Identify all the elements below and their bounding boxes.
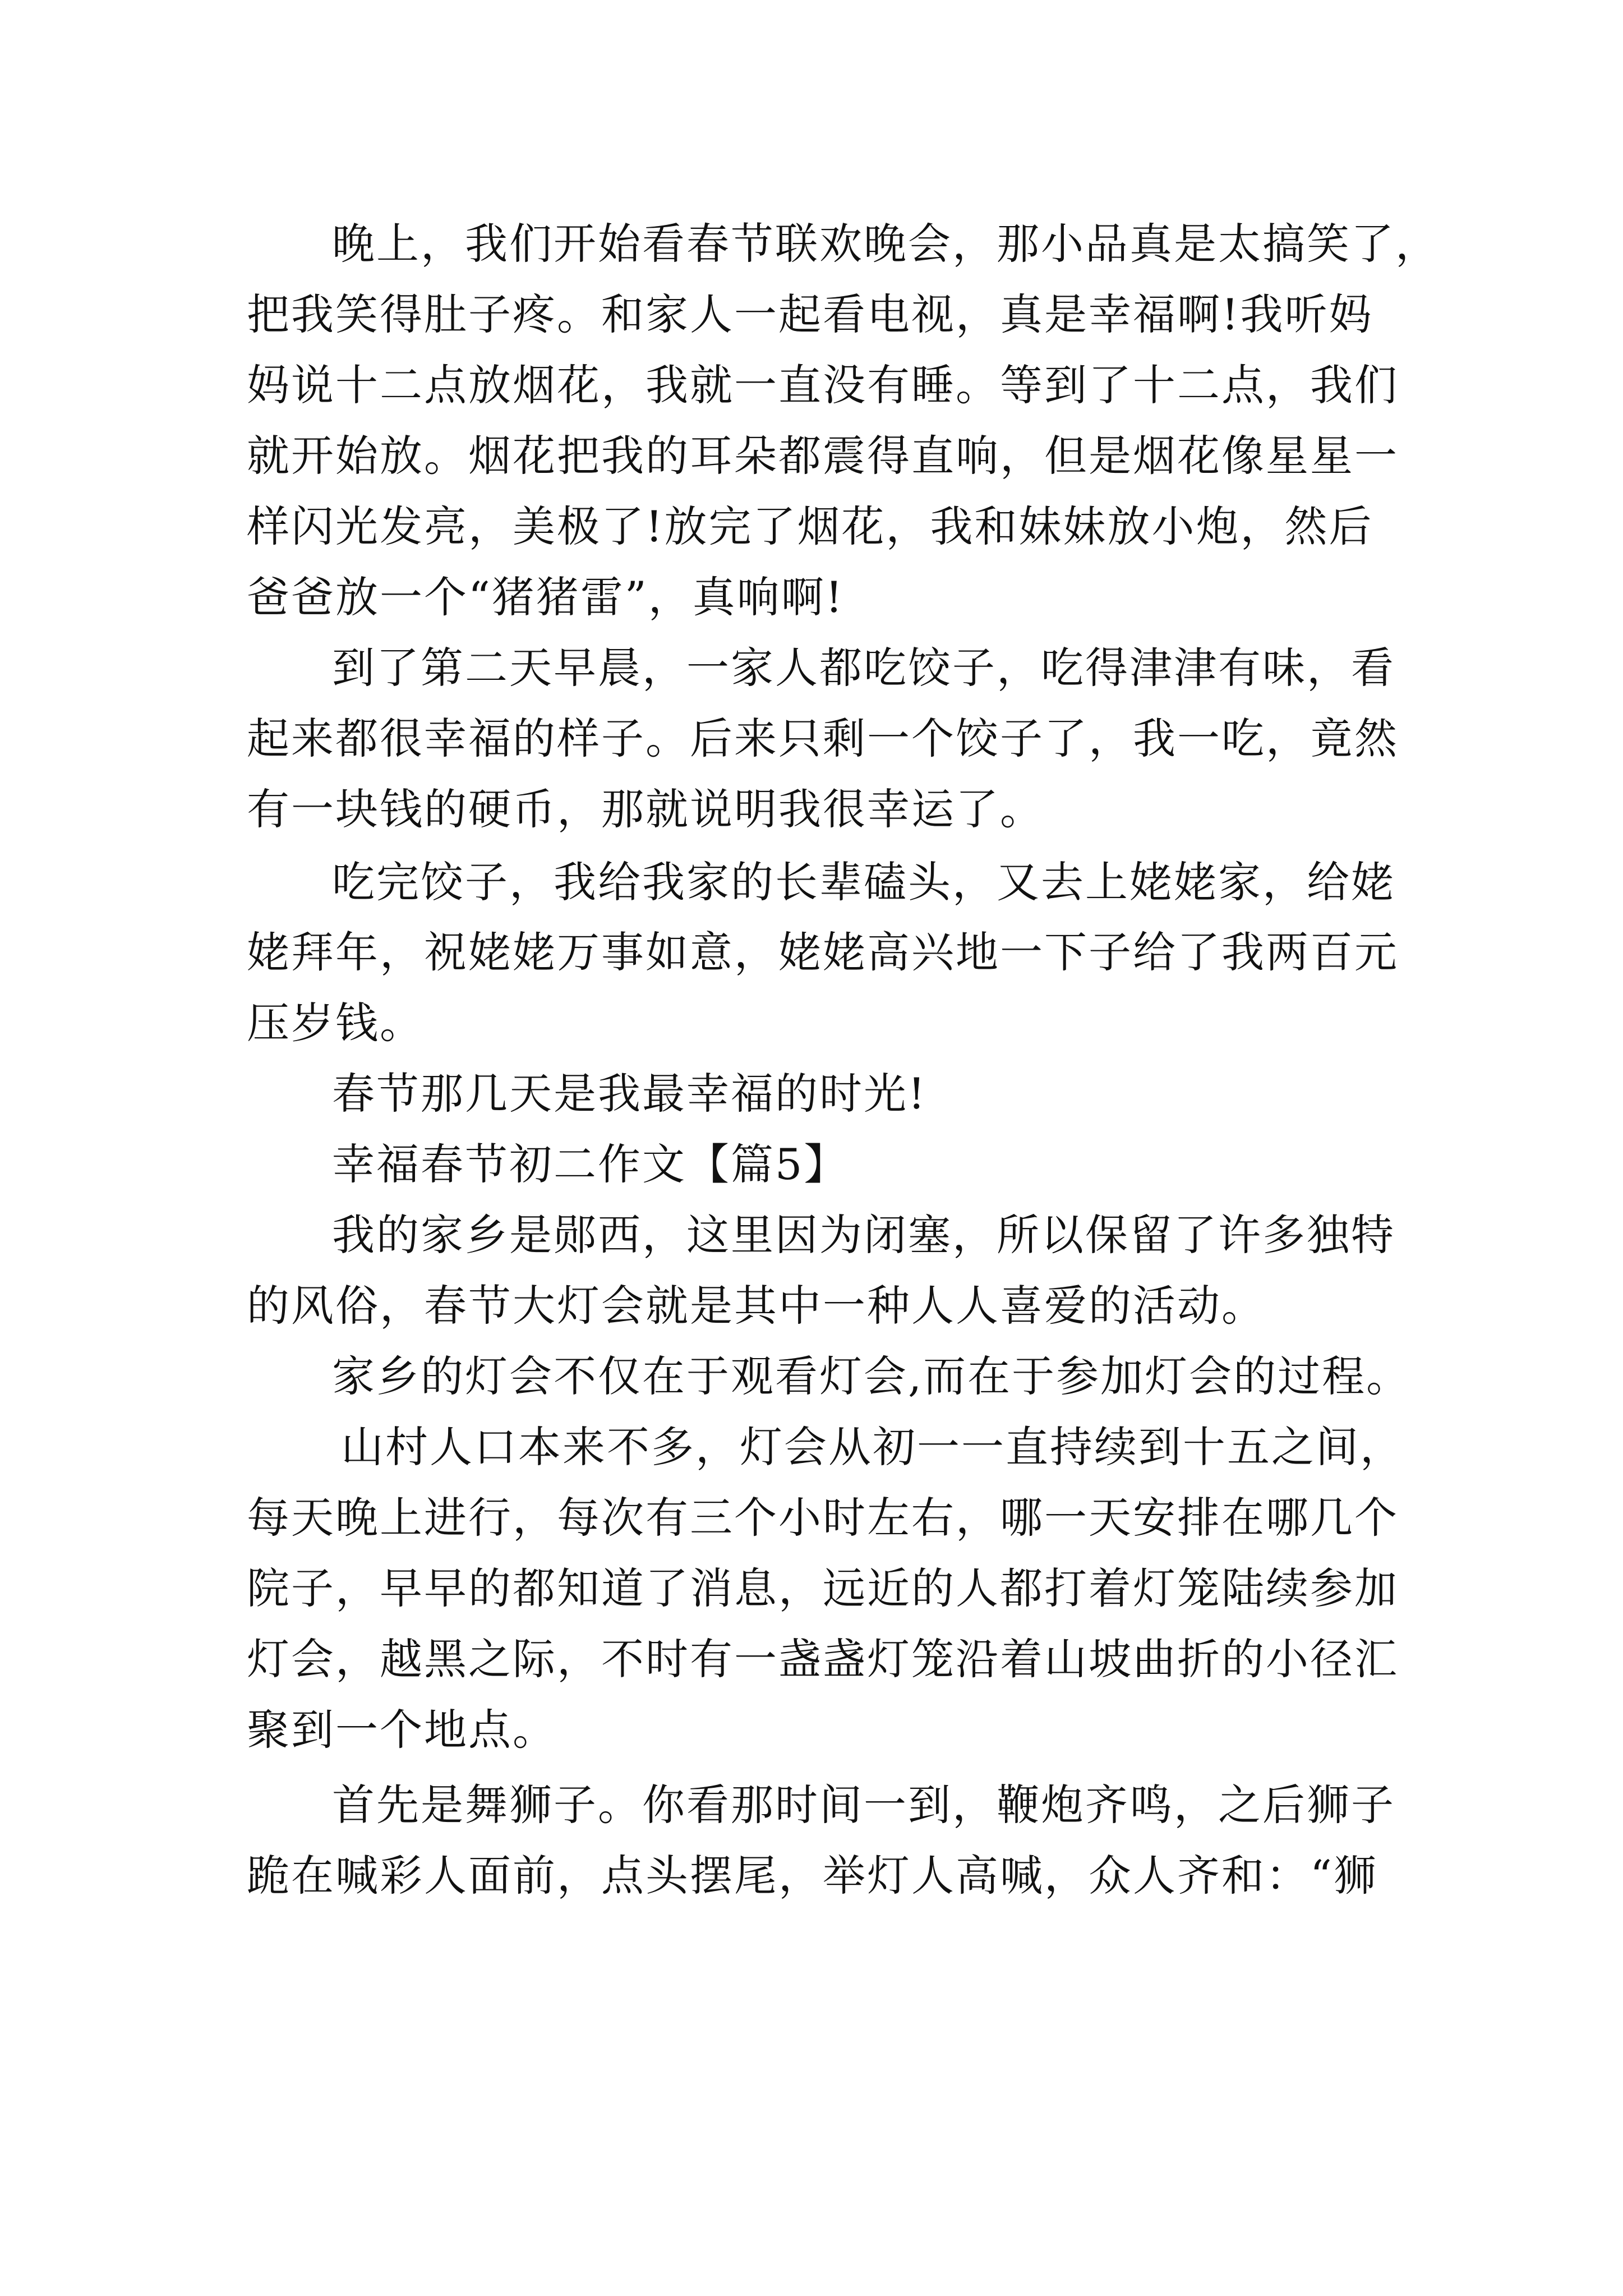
- text-line: 爸爸放一个“猪猪雷”，真响啊!: [247, 572, 845, 622]
- text-line: 吃完饺子，我给我家的长辈磕头，又去上姥姥家，给姥: [332, 857, 1395, 907]
- text-line: 灯会，越黑之际，不时有一盏盏灯笼沿着山坡曲折的小径汇: [247, 1634, 1399, 1684]
- text-line: 跪在喊彩人面前，点头摆尾，举灯人高喊，众人齐和：“狮: [247, 1851, 1378, 1901]
- text-line: 的风俗，春节大灯会就是其中一种人人喜爱的活动。: [247, 1281, 1266, 1331]
- text-line: 就开始放。烟花把我的耳朵都震得直响，但是烟花像星星一: [247, 431, 1399, 481]
- text-line: 把我笑得肚子疼。和家人一起看电视，真是幸福啊!我听妈: [247, 289, 1373, 339]
- section-heading: 幸福春节初二作文【篇5】: [332, 1139, 849, 1189]
- text-line: 妈说十二点放烟花，我就一直没有睡。等到了十二点，我们: [247, 360, 1399, 410]
- text-line: 首先是舞狮子。你看那时间一到，鞭炮齐鸣，之后狮子: [332, 1780, 1395, 1830]
- text-line: 晚上，我们开始看春节联欢晚会，那小品真是太搞笑了，: [332, 219, 1440, 269]
- text-line: 每天晚上进行，每次有三个小时左右，哪一天安排在哪几个: [247, 1493, 1399, 1543]
- text-line: 起来都很幸福的样子。后来只剩一个饺子了，我一吃，竟然: [247, 714, 1399, 763]
- text-line: 春节那几天是我最幸福的时光!: [332, 1069, 927, 1119]
- text-line: 山村人口本来不多，灯会从初一一直持续到十五之间，: [341, 1422, 1404, 1472]
- text-line: 样闪光发亮，美极了!放完了烟花，我和妹妹放小炮，然后: [247, 501, 1373, 551]
- text-line: 我的家乡是郧西，这里因为闭塞，所以保留了许多独特: [332, 1210, 1395, 1260]
- text-line: 到了第二天早晨，一家人都吃饺子，吃得津津有味，看: [332, 643, 1395, 693]
- text-line: 家乡的灯会不仅在于观看灯会,而在于参加灯会的过程。: [332, 1351, 1411, 1401]
- text-line: 聚到一个地点。: [247, 1705, 557, 1755]
- text-line: 压岁钱。: [247, 998, 424, 1048]
- text-line: 院子，早早的都知道了消息，远近的人都打着灯笼陆续参加: [247, 1563, 1399, 1613]
- text-line: 姥拜年，祝姥姥万事如意，姥姥高兴地一下子给了我两百元: [247, 927, 1399, 977]
- text-line: 有一块钱的硬币，那就说明我很幸运了。: [247, 784, 1044, 834]
